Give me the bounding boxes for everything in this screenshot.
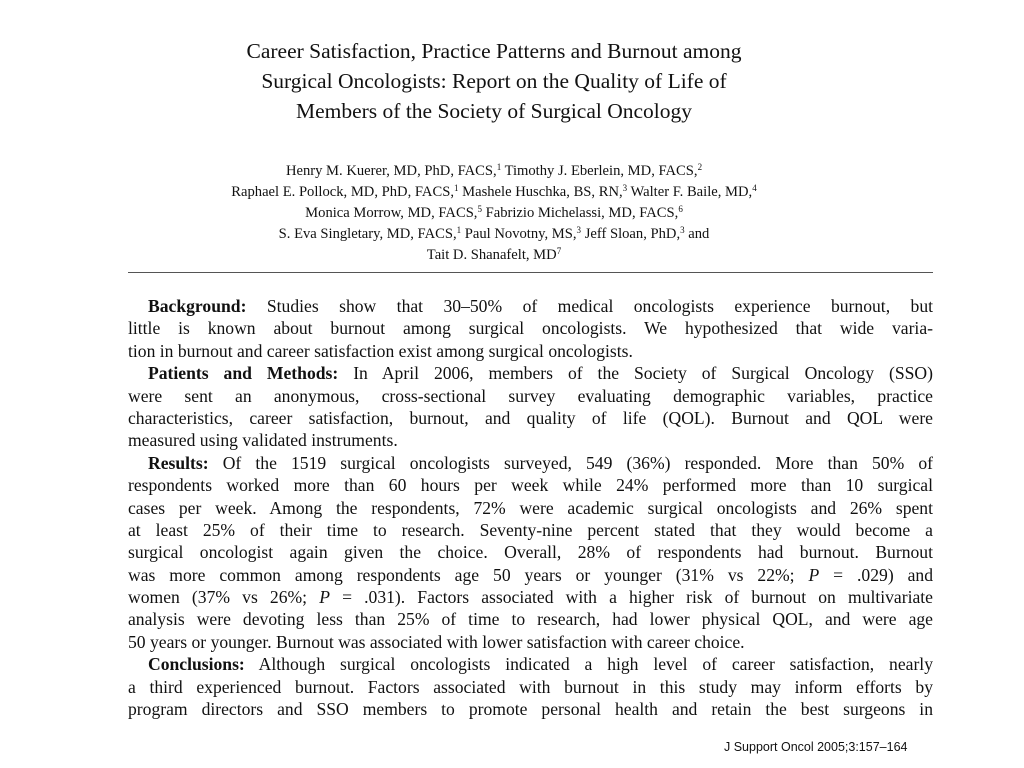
p-value-symbol: P: [808, 564, 820, 585]
affiliation-mark: 2: [697, 162, 703, 172]
affiliation-mark: 6: [678, 204, 683, 214]
author-line: [128, 161, 860, 182]
methods-heading: Patients and Methods:: [148, 363, 339, 384]
author-name: Walter F. Baile, MD,: [627, 184, 753, 200]
author-conjunction: and: [684, 226, 710, 242]
abstract-text: Of the 1519 surgical oncologists surveyed, 549 (36%) responded. More than 50% of: [208, 452, 933, 473]
abstract-line: at least 25% of their time to research. Seventy-nine percent stated that they would become a: [128, 519, 933, 540]
background-heading: Background:: [148, 296, 247, 316]
journal-citation: J Support Oncol 2005;3:157–164: [724, 740, 908, 754]
abstract-text: = .029) and: [819, 564, 934, 585]
affiliation-mark: 5: [477, 204, 482, 214]
abstract-text: was more common among respondents age 50 years or younger (31% vs 22%;: [128, 564, 809, 585]
abstract: [128, 295, 933, 720]
affiliation-mark: 1: [456, 225, 462, 235]
abstract-text: Studies show that 30–50% of medical oncologists experience burnout, but: [246, 296, 933, 316]
paper-title: [128, 36, 860, 126]
abstract-line: analysis were devoting less than 25% of time to research, had lower physical QOL, and were age: [128, 609, 933, 630]
author-list: [128, 161, 860, 266]
header-divider: [128, 272, 933, 273]
abstract-line: [128, 564, 933, 586]
author-line: [128, 203, 860, 224]
author-name: Monica Morrow, MD, FACS,: [305, 205, 478, 221]
abstract-line: cases per week. Among the respondents, 72% were academic surgical oncologists and 26% spent: [128, 497, 933, 518]
affiliation-mark: 3: [622, 183, 628, 193]
abstract-line: were sent an anonymous, cross-sectional survey evaluating demographic variables, practice: [128, 385, 933, 406]
abstract-line: measured using validated instruments.: [128, 430, 398, 451]
title-line: Surgical Oncologists: Report on the Quality of Life of: [261, 69, 727, 93]
author-line: [128, 245, 860, 266]
abstract-line: a third experienced burnout. Factors associated with burnout in this study may inform efforts by: [128, 676, 933, 697]
abstract-text: women (37% vs 26%;: [128, 587, 320, 608]
author-line: [128, 182, 860, 203]
author-name: Mashele Huschka, BS, RN,: [458, 184, 623, 200]
affiliation-mark: 1: [496, 162, 502, 172]
abstract-line: characteristics, career satisfaction, burnout, and quality of life (QOL). Burnout and QOL were: [128, 407, 933, 428]
abstract-line: [128, 586, 933, 608]
conclusions-heading: Conclusions:: [148, 654, 245, 675]
affiliation-mark: 7: [556, 246, 562, 256]
author-name: Paul Novotny, MS,: [461, 226, 577, 242]
author-line: [128, 224, 860, 245]
abstract-line: little is known about burnout among surgical oncologists. We hypothesized that wide varia-: [128, 318, 933, 339]
affiliation-mark: 3: [680, 225, 685, 235]
abstract-line: [128, 295, 933, 317]
author-name: Henry M. Kuerer, MD, PhD, FACS,: [285, 163, 497, 179]
abstract-text: = .031). Factors associated with a higher risk of burnout on multivariate: [329, 587, 933, 608]
abstract-line: [128, 653, 933, 675]
abstract-text: Although surgical oncologists indicated a high level of career satisfaction, nearly: [244, 654, 933, 675]
abstract-line: surgical oncologist again given the choice. Overall, 28% of respondents had burnout. Burnout: [128, 542, 933, 563]
abstract-line: [128, 452, 933, 474]
author-name: S. Eva Singletary, MD, FACS,: [278, 226, 457, 242]
title-line: Career Satisfaction, Practice Patterns and Burnout among: [246, 39, 742, 63]
author-name: Tait D. Shanafelt, MD: [426, 247, 557, 263]
abstract-text: In April 2006, members of the Society of Surgical Oncology (SSO): [338, 363, 933, 384]
abstract-line: respondents worked more than 60 hours per week while 24% performed more than 10 surgical: [128, 475, 933, 496]
abstract-line: [128, 362, 933, 384]
affiliation-mark: 1: [453, 183, 459, 193]
author-name: Timothy J. Eberlein, MD, FACS,: [501, 163, 698, 179]
author-name: Jeff Sloan, PhD,: [581, 226, 681, 242]
p-value-symbol: P: [319, 587, 330, 608]
results-heading: Results:: [148, 452, 209, 473]
abstract-line: tion in burnout and career satisfaction exist among surgical oncologists.: [128, 340, 633, 361]
affiliation-mark: 3: [576, 225, 582, 235]
abstract-line: program directors and SSO members to promote personal health and retain the best surgeons in: [128, 699, 933, 720]
affiliation-mark: 4: [752, 183, 757, 193]
author-name: Fabrizio Michelassi, MD, FACS,: [481, 205, 679, 221]
abstract-line: 50 years or younger. Burnout was associated with lower satisfaction with career choice.: [128, 631, 745, 652]
author-name: Raphael E. Pollock, MD, PhD, FACS,: [231, 184, 454, 200]
title-line: Members of the Society of Surgical Oncology: [295, 99, 693, 123]
